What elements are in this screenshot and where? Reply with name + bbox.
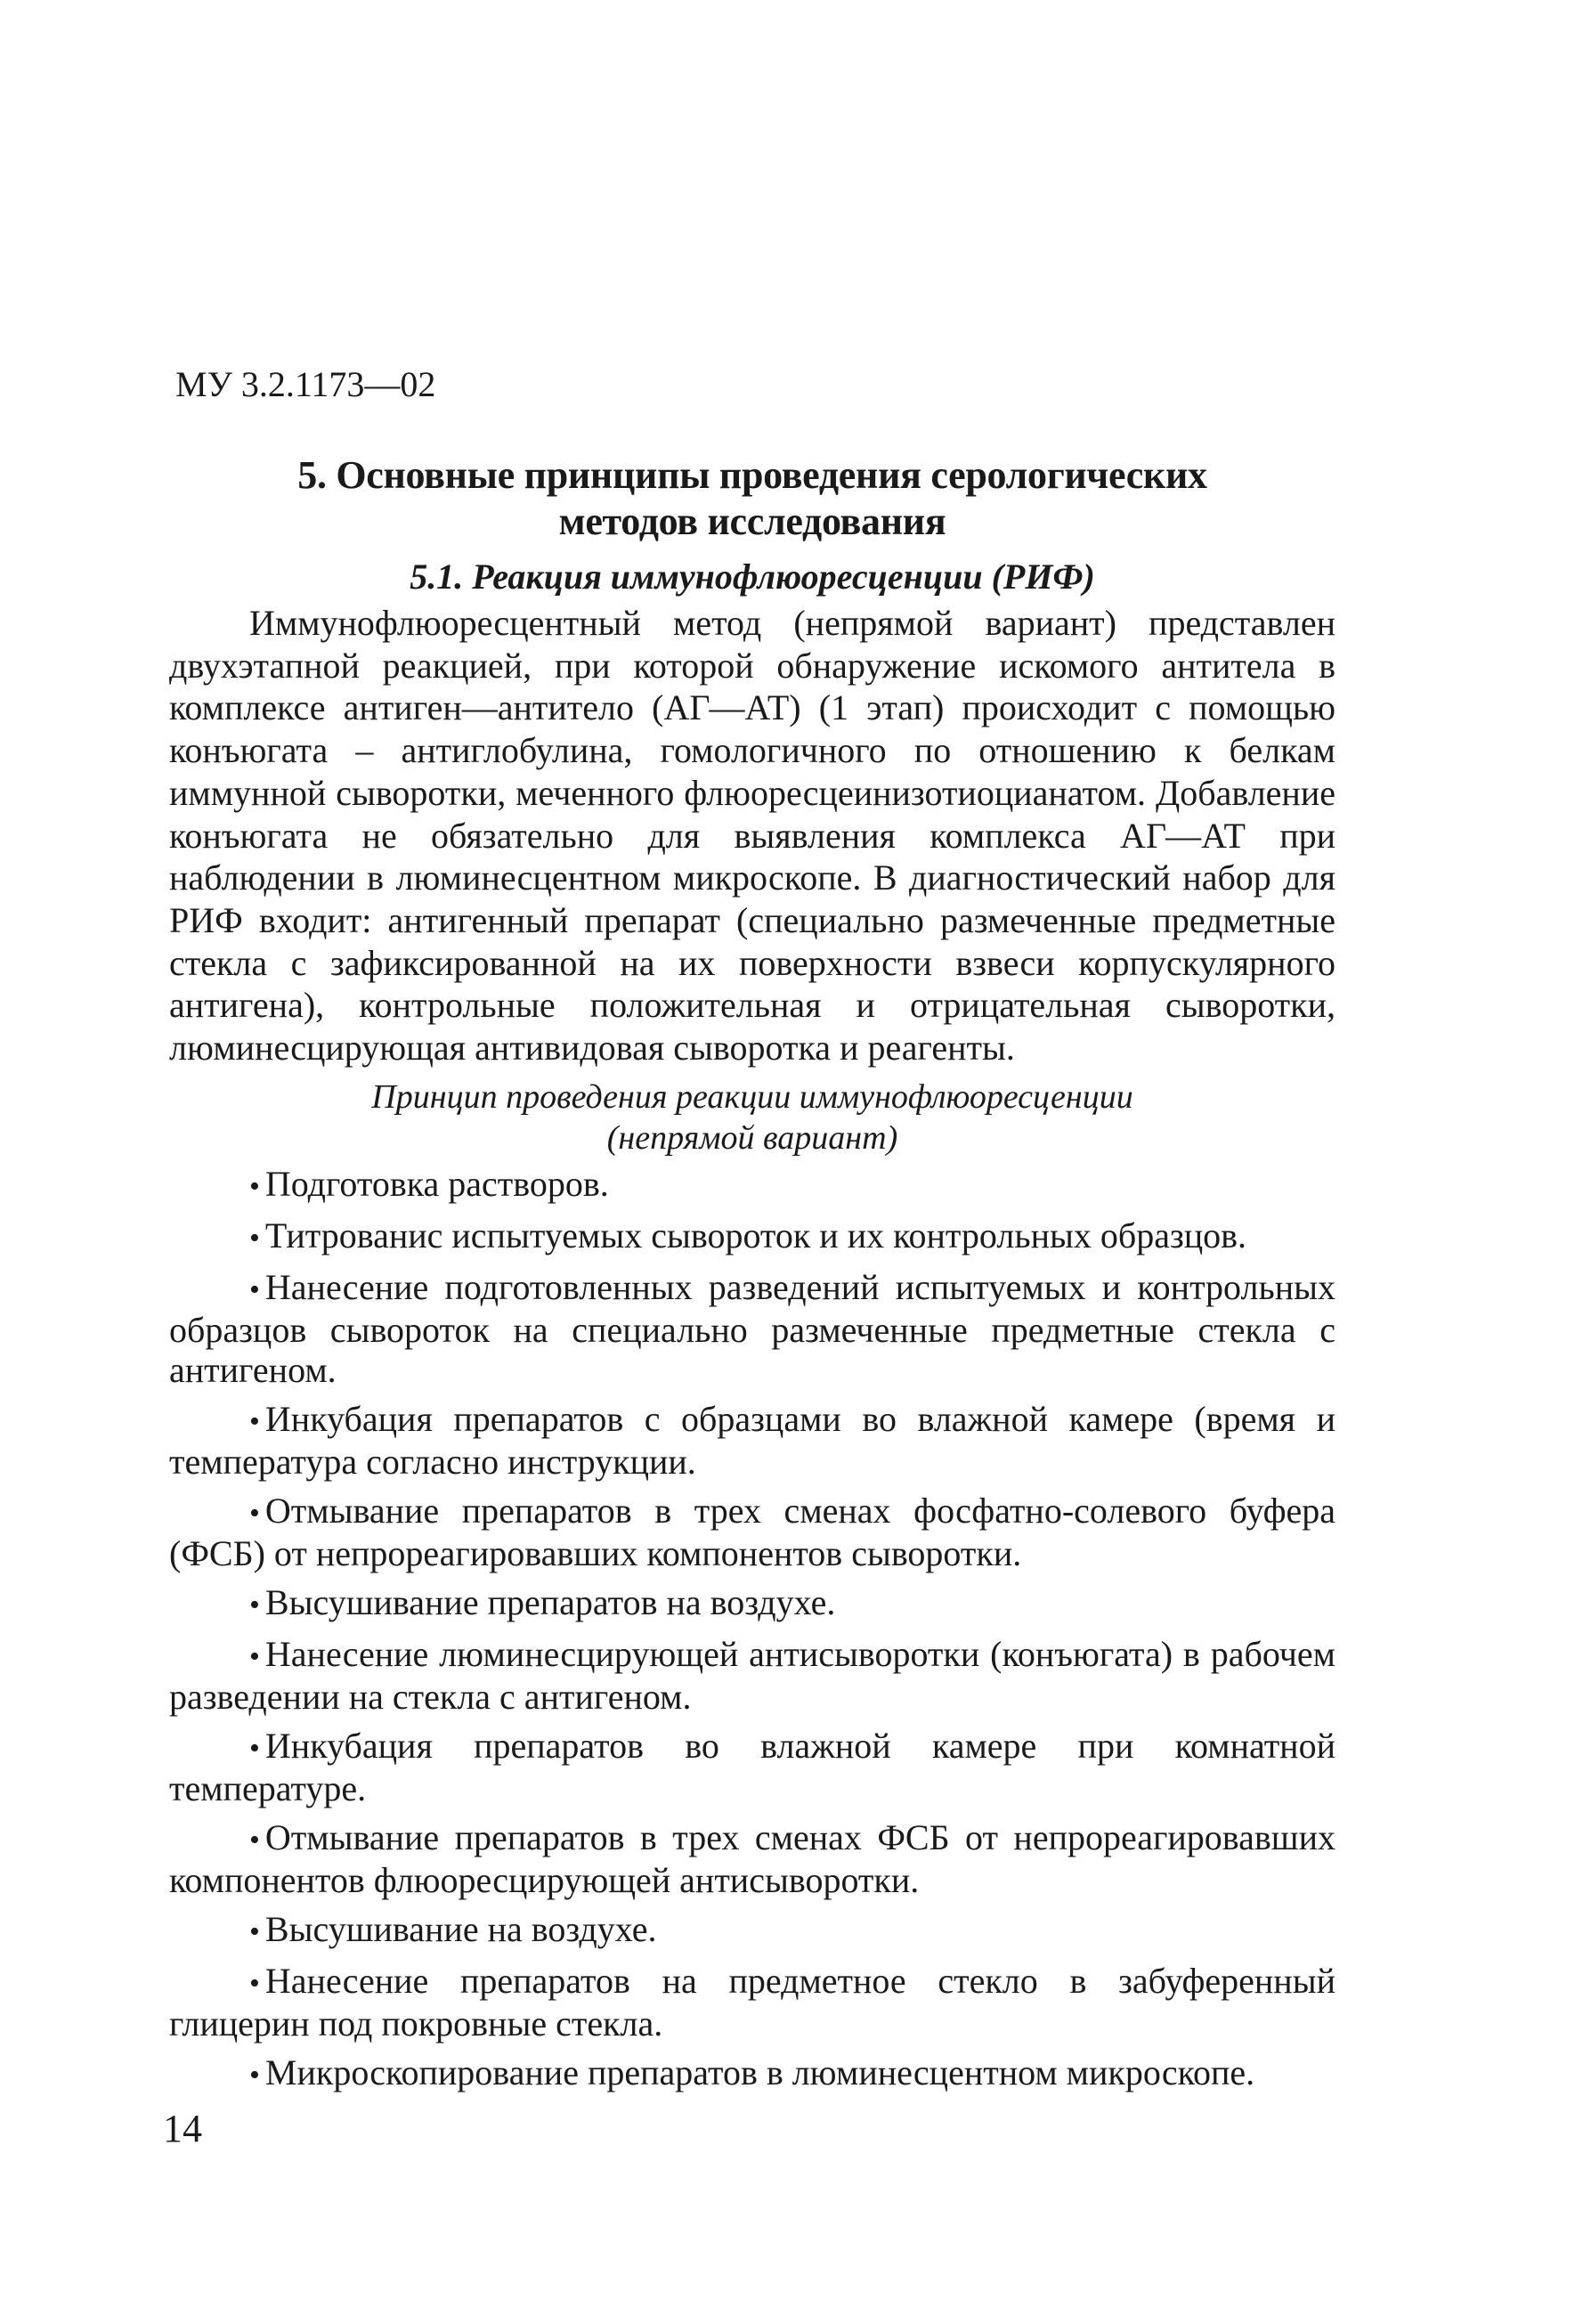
principle-title-line-1: Принцип проведения реакции иммунофлюоресценции <box>371 1077 1133 1116</box>
list-item <box>169 1582 1335 1625</box>
list-item <box>169 2052 1335 2095</box>
bullet-icon: • <box>249 1588 260 1621</box>
step-text: Нанесение люминесцирующей антисыворотки (конъюгата) в рабочем разведении на стекла с антигеном. <box>169 1633 1335 1717</box>
bullet-icon: • <box>249 1404 260 1438</box>
step-text: Отмывание препаратов в трех сменах ФСБ от непрореагировавших компонентов флюоресцирующей антисыворотки. <box>169 1816 1335 1900</box>
list-item <box>169 1961 1335 2044</box>
subsection-title: 5.1. Реакция иммунофлюоресценции (РИФ) <box>410 557 1095 597</box>
bullet-icon: • <box>249 1221 260 1255</box>
bullet-icon: • <box>249 1496 260 1530</box>
procedure-steps-list <box>169 1164 1335 2095</box>
bullet-icon: • <box>249 1169 260 1203</box>
list-item <box>169 1399 1335 1482</box>
page-number: 14 <box>163 2107 202 2150</box>
step-text: Нанесение препаратов на предметное стекло в забуференный глицерин под покровные стекла. <box>169 1960 1335 2044</box>
list-item <box>169 1491 1335 1573</box>
content-column <box>169 452 1335 2104</box>
bullet-icon: • <box>249 1966 260 2000</box>
list-item <box>169 1164 1335 1207</box>
step-text: Инкубация препаратов с образцами во влажной камере (время и температура согласно инструкции. <box>169 1398 1335 1482</box>
bullet-icon: • <box>249 1914 260 1948</box>
bullet-icon: • <box>249 1272 260 1306</box>
step-text: Подготовка растворов. <box>264 1163 609 1204</box>
step-text: Микроскопирование препаратов в люминесцентном микроскопе. <box>264 2052 1255 2092</box>
intro-paragraph: Иммунофлюоресцентный метод (непрямой вариант) представлен двухэтапной реакцией, при которой обнаружение искомого антитела в комплексе антиген—антитело (АГ—АТ) (1 этап) происходит с помощью конъюгата – антиглобулина, гомологичного по отношению к белкам иммунной сыворотки, меченного флюоресцеинизотиоцианатом. Добавление конъюгата не обязательно для выявления комплекса АГ—АТ при наблюдении в люминесцентном микроскопе. В диагностический набор для РИФ входит: антигенный препарат (специально размеченные предметные стекла с зафиксированной на их поверхности взвеси корпускулярного антигена), контрольные положительная и отрицательная сыворотки, люминесцирующая антивидовая сыворотка и реагенты. <box>169 603 1335 1069</box>
step-text: Отмывание препаратов в трех сменах фосфатно-солевого буфера (ФСБ) от непрореагировавших компонентов сыворотки. <box>169 1490 1335 1573</box>
bullet-icon: • <box>249 1639 260 1673</box>
bullet-icon: • <box>249 2058 260 2092</box>
bullet-icon: • <box>249 1731 260 1765</box>
step-text: Нанесение подготовленных разведений испытуемых и контрольных образцов сывороток на специально размеченные предметные стекла с антигеном. <box>169 1266 1335 1390</box>
list-item <box>169 1215 1335 1258</box>
step-text: Титрованис испытуемых сывороток и их контрольных образцов. <box>264 1215 1247 1255</box>
list-item <box>169 1726 1335 1808</box>
section-title-line-2: методов исследования <box>558 500 946 543</box>
principle-title <box>169 1077 1335 1158</box>
section-title <box>169 452 1335 545</box>
document-code: МУ 3.2.1173—02 <box>175 364 436 404</box>
step-text: Высушивание на воздухе. <box>264 1908 657 1949</box>
list-item <box>169 1817 1335 1900</box>
step-text: Инкубация препаратов во влажной камере при комнатной температуре. <box>169 1725 1335 1808</box>
step-text: Высушивание препаратов на воздухе. <box>264 1581 836 1622</box>
principle-title-line-2: (непрямой вариант) <box>606 1118 898 1157</box>
bullet-icon: • <box>249 1823 260 1857</box>
list-item <box>169 1267 1335 1390</box>
list-item <box>169 1909 1335 1952</box>
list-item <box>169 1634 1335 1717</box>
section-title-line-1: 5. Основные принципы проведения серологических <box>297 453 1207 497</box>
